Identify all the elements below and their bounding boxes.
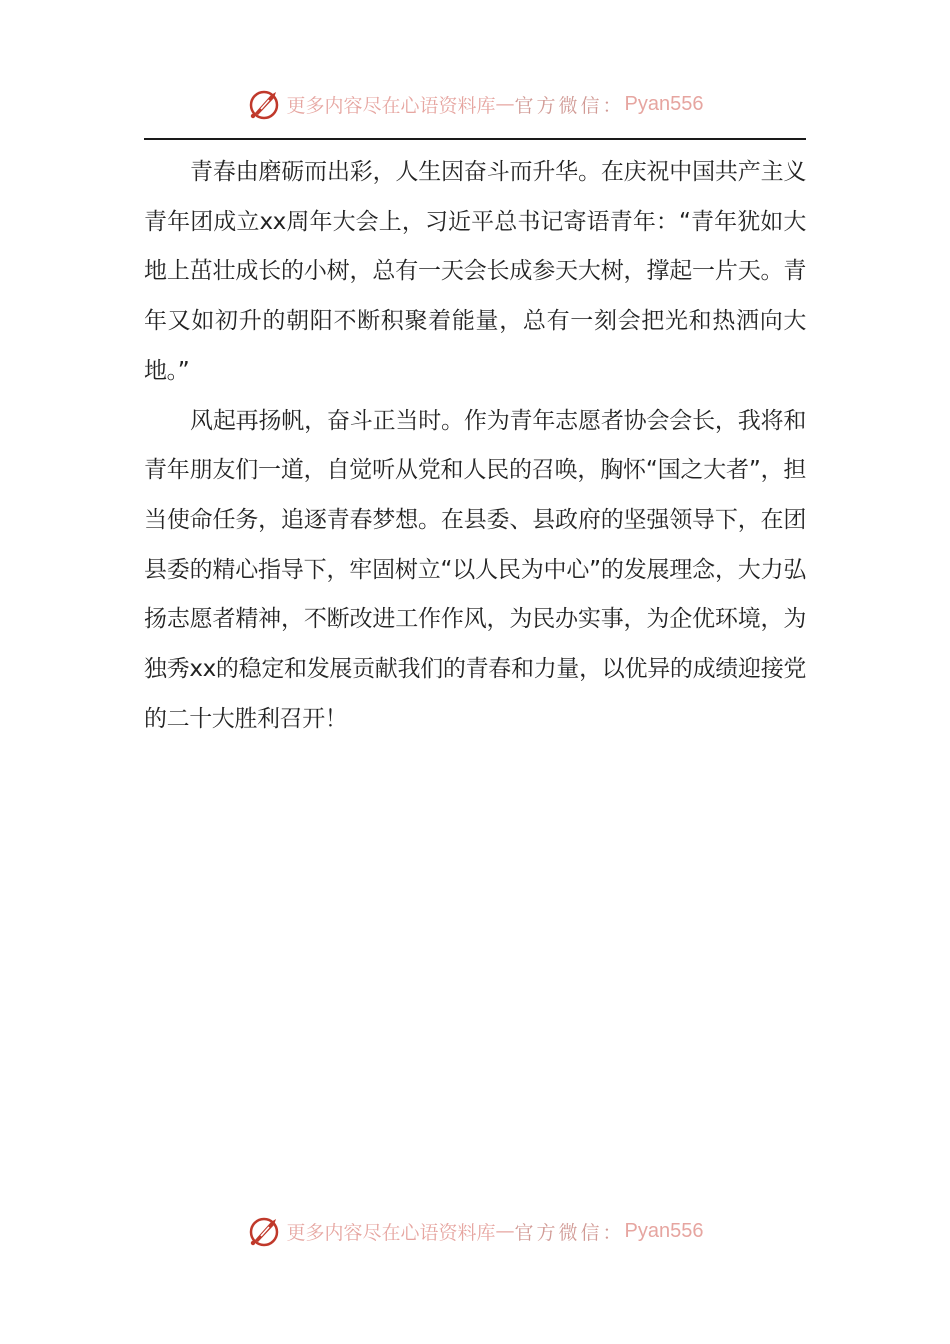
footer-banner-separator: — — [495, 1220, 515, 1242]
paragraph-1: 青春由磨砺而出彩，人生因奋斗而升华。在庆祝中国共产主义青年团成立xx周年大会上，习近平总书记寄语青年：“青年犹如大地上茁壮成长的小树，总有一天会长成参天大树，撑起一片天。青年又如初升的朝阳不断积聚着能量，总有一刻会把光和热洒向大地。” — [144, 159, 806, 384]
footer-banner — [0, 1209, 950, 1253]
header-wechat-label: 官方微信： — [514, 94, 625, 117]
header-banner — [0, 82, 950, 126]
footer-wechat-label: 官方微信： — [514, 1221, 625, 1244]
paragraph-2: 风起再扬帆，奋斗正当时。作为青年志愿者协会会长，我将和青年朋友们一道，自觉听从党和人民的召唤，胸怀“国之大者”，担当使命任务，追逐青春梦想。在县委、县政府的坚强领导下，在团县委的精心指导下，牢固树立“以人民为中心”的发展理念，大力弘扬志愿者精神，不断改进工作作风，为民办实事，为企优环境，为独秀xx的稳定和发展贡献我们的青春和力量，以优异的成绩迎接党的二十大胜利召开！ — [144, 407, 806, 732]
pen-nib-logo-icon — [247, 1213, 283, 1249]
header-wechat-id: Pyan556 — [624, 92, 704, 115]
header-banner-text: 更多内容尽在心语资料库 — [286, 94, 496, 117]
header-divider — [144, 138, 806, 140]
pen-nib-logo-icon — [247, 86, 283, 122]
document-body — [144, 148, 806, 744]
header-banner-separator: — — [495, 93, 515, 115]
footer-wechat-id: Pyan556 — [624, 1219, 704, 1242]
footer-banner-text: 更多内容尽在心语资料库 — [286, 1221, 496, 1244]
